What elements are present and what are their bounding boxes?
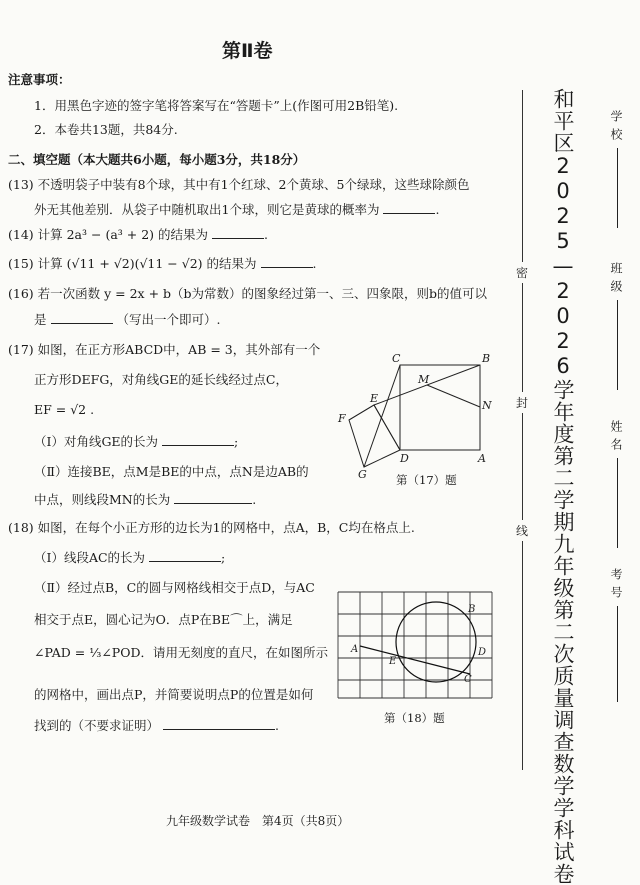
q15-text: (15) 计算 (√11 + √2)(√11 − √2) 的结果为 xyxy=(8,256,257,271)
binding-mark-xian: 线 xyxy=(516,520,528,541)
point-label-b: B xyxy=(482,352,491,365)
grid-label-a: A xyxy=(351,644,359,655)
q18-part-1: （Ⅰ）线段AC的长为 ; xyxy=(34,550,226,565)
q14-text: (14) 计算 2a³ − (a³ + 2) 的结果为 xyxy=(8,227,209,242)
q18-caption: 第（18）题 xyxy=(384,711,445,725)
q17-part-1-blank[interactable] xyxy=(162,433,234,446)
segment-mn xyxy=(427,385,480,407)
point-label-f: F xyxy=(338,412,346,425)
q18-part-1-text: （Ⅰ）线段AC的长为 xyxy=(34,550,146,565)
q13-line-1: (13) 不透明袋子中装有8个球，其中有1个红球、2个黄球、5个绿球，这些球除颜色 xyxy=(8,177,470,192)
q13-answer-blank[interactable] xyxy=(383,201,435,214)
q15-answer-blank[interactable] xyxy=(261,255,313,268)
point-label-m: M xyxy=(418,373,430,386)
field-school-line[interactable] xyxy=(617,148,618,228)
q17-caption: 第（17）题 xyxy=(396,473,457,487)
field-school-label: 学校 xyxy=(609,110,623,146)
square-abcd xyxy=(400,365,480,450)
q13-text: 外无其他差别．从袋子中随机取出1个球，则它是黄球的概率为 xyxy=(34,202,380,217)
q17-line-2: 正方形DEFG，对角线GE的延长线经过点C， xyxy=(34,372,288,387)
q14-period: . xyxy=(264,227,268,242)
q18-part-2-blank[interactable] xyxy=(163,717,275,730)
field-name-label: 姓名 xyxy=(609,420,623,456)
segment-ac xyxy=(360,646,470,674)
binding-line xyxy=(522,90,523,770)
q18-part-2-line-1: （Ⅱ）经过点B，C的圆与网格线相交于点D，与AC xyxy=(34,580,315,595)
field-name-line[interactable] xyxy=(617,458,618,548)
part-heading: 二、填空题（本大题共6小题，每小题3分，共18分） xyxy=(8,152,306,167)
grid-label-d: D xyxy=(478,647,487,658)
diagonal-ge xyxy=(364,365,400,467)
field-exam-number-line[interactable] xyxy=(617,606,618,702)
point-label-g: G xyxy=(358,468,367,480)
point-label-d: D xyxy=(400,452,409,465)
point-label-a: A xyxy=(478,452,486,465)
grid-label-c: C xyxy=(464,674,472,685)
q16-line-2 xyxy=(34,310,220,328)
field-exam-number-label: 考号 xyxy=(609,568,623,604)
q17-part-1-text: （Ⅰ）对角线GE的长为 xyxy=(34,434,159,449)
q17-part-2-line-1: （Ⅱ）连接BE，点M是BE的中点，点N是边AB的 xyxy=(34,464,309,479)
note-2: 2．本卷共13题，共84分. xyxy=(34,122,178,137)
q14-line xyxy=(8,225,268,243)
q16-answer-blank[interactable] xyxy=(51,311,113,324)
q18-line-1: (18) 如图，在每个小正方形的边长为1的网格中，点A，B，C均在格点上. xyxy=(8,520,415,535)
q17-line-3: EF = √2 . xyxy=(34,402,95,417)
grid-label-b: B xyxy=(468,604,476,615)
point-label-c: C xyxy=(392,352,401,365)
q18-part-2-line-3: ∠PAD = ⅓∠POD．请用无刻度的直尺，在如图所示 xyxy=(34,645,328,660)
note-1: 1．用黑色字迹的签字笔将答案写在“答题卡”上(作图可用2B铅笔). xyxy=(34,98,399,113)
binding-mark-mi: 密 xyxy=(516,262,528,283)
q17-part-2-line-2: 中点，则线段MN的长为 . xyxy=(34,492,257,507)
page-footer: 九年级数学试卷 第4页（共8页） xyxy=(166,814,350,828)
q18-figure xyxy=(336,590,496,702)
point-label-e: E xyxy=(370,392,379,405)
q15-line xyxy=(8,254,316,272)
field-class-label: 班级 xyxy=(609,262,623,298)
q18-part-1-blank[interactable] xyxy=(149,549,221,562)
exam-side-title: 和平区2025—2026学年度第二学期九年级第二次质量调查数学学科试卷 xyxy=(551,88,575,885)
q13-line-2 xyxy=(34,200,439,218)
point-label-n: N xyxy=(482,399,492,412)
q17-figure xyxy=(330,345,510,480)
grid-label-e: E xyxy=(389,656,397,667)
section-title: 第Ⅱ卷 xyxy=(222,40,273,62)
q17-part-2-blank[interactable] xyxy=(174,491,252,504)
q13-period: . xyxy=(435,202,440,217)
binding-mark-feng: 封 xyxy=(516,392,528,413)
q18-part-2-line-4: 的网格中，画出点P，并简要说明点P的位置是如何 xyxy=(34,687,314,702)
q14-answer-blank[interactable] xyxy=(212,226,264,239)
q17-line-1: (17) 如图，在正方形ABCD中，AB = 3，其外部有一个 xyxy=(8,342,321,357)
q16-line-1: (16) 若一次函数 y = 2x + b（b为常数）的图象经过第一、三、四象限，则b的值可以 xyxy=(8,286,488,301)
q17-part-1: （Ⅰ）对角线GE的长为 ; xyxy=(34,434,239,449)
q16-tail: （写出一个即可）. xyxy=(116,312,221,327)
segment-ef xyxy=(349,405,374,420)
q18-part-2-line-5: 找到的（不要求证明） . xyxy=(34,718,279,733)
q18-part-2-text: 找到的（不要求证明） xyxy=(34,718,160,733)
q18-part-2-line-2: 相交于点E，圆心记为O．点P在BE⌒上，满足 xyxy=(34,612,293,627)
q15-period: . xyxy=(312,256,317,271)
q16-text: 是 xyxy=(34,312,47,327)
q17-part-2-text: 中点，则线段MN的长为 xyxy=(34,492,171,507)
notes-heading: 注意事项： xyxy=(8,72,71,87)
field-class-line[interactable] xyxy=(617,300,618,390)
